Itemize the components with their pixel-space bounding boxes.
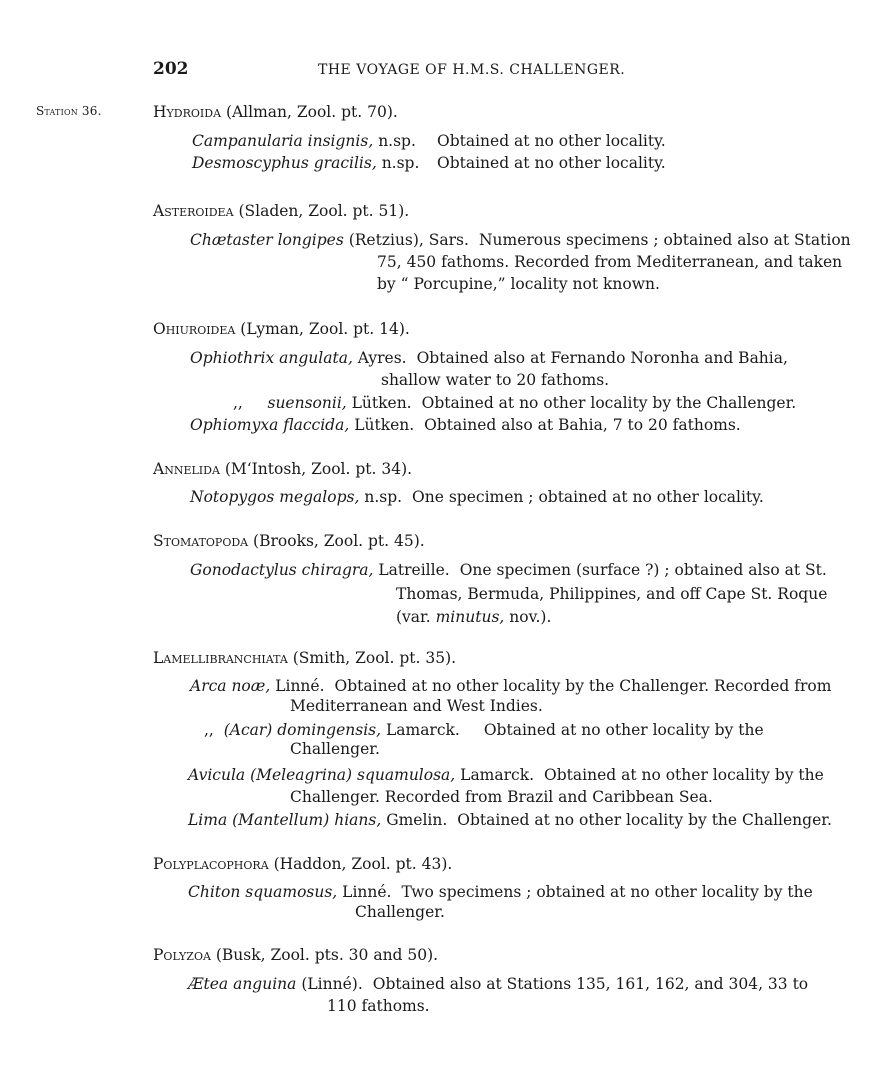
section-heading bbox=[153, 854, 452, 875]
species-name: Desmoscyphus gracilis, bbox=[192, 154, 377, 172]
species-authority: Lütken. bbox=[346, 394, 412, 412]
species-name: Arca noæ, bbox=[190, 677, 271, 695]
species-authority: n.sp. bbox=[373, 132, 416, 150]
species-authority: Ayres. bbox=[352, 349, 407, 367]
species-authority: n.sp. bbox=[376, 154, 420, 172]
species-name: Ætea anguina bbox=[188, 975, 297, 993]
species-note: Obtained at no other locality by the Challenger. Recorded from bbox=[334, 677, 832, 695]
species-note-continued: Challenger. Recorded from Brazil and Caribbean Sea. bbox=[290, 788, 713, 806]
text-run: (var. bbox=[396, 608, 436, 626]
species-entry bbox=[190, 415, 741, 436]
group-name: Polyplacophora bbox=[153, 855, 269, 873]
species-name: Lima (Mantellum) hians, bbox=[188, 811, 382, 829]
species-note: One specimen ; obtained at no other locality. bbox=[412, 488, 764, 506]
species-note-continued: Challenger. bbox=[355, 903, 445, 921]
group-name: Lamellibranchiata bbox=[153, 649, 288, 667]
text-run: nov.). bbox=[504, 608, 552, 626]
species-name: Ophiomyxa flaccida, bbox=[190, 416, 350, 434]
species-name: Notopygos megalops, bbox=[190, 488, 360, 506]
species-authority: (Linné). bbox=[296, 975, 363, 993]
species-entry bbox=[188, 765, 824, 786]
group-name: Stomatopoda bbox=[153, 532, 249, 550]
species-authority: Lütken. bbox=[349, 416, 415, 434]
species-name: (Acar) domingensis, bbox=[223, 721, 382, 739]
species-authority: n.sp. bbox=[359, 488, 403, 506]
species-note-continued: Thomas, Bermuda, Philippines, and off Cape St. Roque bbox=[396, 585, 828, 603]
group-ref: (M‘Intosh, Zool. pt. 34). bbox=[219, 460, 413, 478]
species-authority: Linné. bbox=[337, 883, 392, 901]
page-number: 202 bbox=[153, 59, 189, 79]
group-name: Asteroidea bbox=[153, 202, 234, 220]
species-note: Two specimens ; obtained at no other locality by the bbox=[401, 883, 813, 901]
species-entry bbox=[190, 560, 827, 581]
species-entry bbox=[188, 882, 813, 903]
group-ref: (Haddon, Zool. pt. 43). bbox=[268, 855, 453, 873]
group-ref: (Allman, Zool. pt. 70). bbox=[221, 103, 398, 121]
species-note: Obtained also at Fernando Noronha and Bahia, bbox=[416, 349, 788, 367]
species-authority: Lamarck. bbox=[455, 766, 535, 784]
section-heading bbox=[153, 102, 398, 123]
species-note: Obtained also at Stations 135, 161, 162, and 304, 33 to bbox=[372, 975, 809, 993]
species-entry bbox=[192, 153, 419, 174]
species-name: Campanularia insignis, bbox=[192, 132, 374, 150]
group-name: Polyzoa bbox=[153, 946, 211, 964]
species-name: suensonii, bbox=[267, 394, 347, 412]
species-note-continued: Challenger. bbox=[290, 740, 380, 758]
species-entry bbox=[190, 676, 831, 697]
species-note: Obtained also at Bahia, 7 to 20 fathoms. bbox=[424, 416, 741, 434]
species-note: Obtained at no other locality by the bbox=[483, 721, 764, 739]
group-name: Hydroida bbox=[153, 103, 222, 121]
species-authority: Latreille. bbox=[373, 561, 450, 579]
ditto-mark: ,, bbox=[233, 394, 243, 412]
species-entry bbox=[192, 131, 416, 152]
species-note-continued: shallow water to 20 fathoms. bbox=[381, 371, 610, 389]
species-note: Obtained at no other locality by the Challenger. bbox=[421, 394, 797, 412]
group-name: Annelida bbox=[153, 460, 220, 478]
running-title: THE VOYAGE OF H.M.S. CHALLENGER. bbox=[318, 62, 626, 78]
group-ref: (Smith, Zool. pt. 35). bbox=[287, 649, 457, 667]
species-entry bbox=[190, 348, 788, 369]
species-authority: Gmelin. bbox=[381, 811, 448, 829]
species-entry bbox=[233, 393, 796, 414]
group-ref: (Busk, Zool. pts. 30 and 50). bbox=[210, 946, 439, 964]
section-heading bbox=[153, 319, 410, 340]
ditto-mark: ,, bbox=[204, 721, 214, 739]
species-entry bbox=[204, 720, 764, 741]
section-heading bbox=[153, 648, 456, 669]
species-entry bbox=[190, 230, 851, 251]
section-heading bbox=[153, 945, 438, 966]
station-label: Station 36. bbox=[36, 104, 102, 118]
species-authority: (Retzius), Sars. bbox=[343, 231, 469, 249]
species-note: Obtained at no other locality. bbox=[437, 154, 666, 172]
group-ref: (Sladen, Zool. pt. 51). bbox=[233, 202, 410, 220]
group-ref: (Lyman, Zool. pt. 14). bbox=[235, 320, 410, 338]
section-heading bbox=[153, 459, 412, 480]
species-note: Obtained at no other locality. bbox=[437, 132, 666, 150]
section-heading bbox=[153, 201, 409, 222]
species-entry bbox=[190, 487, 764, 508]
species-note-continued: by “ Porcupine,” locality not known. bbox=[377, 275, 660, 293]
species-name: Gonodactylus chiragra, bbox=[190, 561, 374, 579]
species-note: Obtained at no other locality by the Challenger. bbox=[457, 811, 832, 829]
species-note: Obtained at no other locality by the bbox=[544, 766, 824, 784]
species-entry bbox=[188, 974, 808, 995]
species-note: One specimen (surface ?) ; obtained also at St. bbox=[459, 561, 827, 579]
species-entry bbox=[188, 810, 832, 831]
species-name: Chætaster longipes bbox=[190, 231, 344, 249]
species-authority: Linné. bbox=[270, 677, 325, 695]
species-note-continued bbox=[396, 607, 551, 628]
species-note-continued: 75, 450 fathoms. Recorded from Mediterranean, and taken bbox=[377, 253, 843, 271]
text-run-italic: minutus, bbox=[435, 608, 505, 626]
group-name: Ohiuroidea bbox=[153, 320, 236, 338]
species-name: Chiton squamosus, bbox=[188, 883, 338, 901]
section-heading bbox=[153, 531, 425, 552]
species-name: Avicula (Meleagrina) squamulosa, bbox=[188, 766, 456, 784]
species-name: Ophiothrix angulata, bbox=[190, 349, 353, 367]
species-note-continued: 110 fathoms. bbox=[327, 997, 430, 1015]
species-note-continued: Mediterranean and West Indies. bbox=[290, 697, 543, 715]
group-ref: (Brooks, Zool. pt. 45). bbox=[248, 532, 425, 550]
species-note: Numerous specimens ; obtained also at Station bbox=[478, 231, 851, 249]
species-authority: Lamarck. bbox=[381, 721, 460, 739]
